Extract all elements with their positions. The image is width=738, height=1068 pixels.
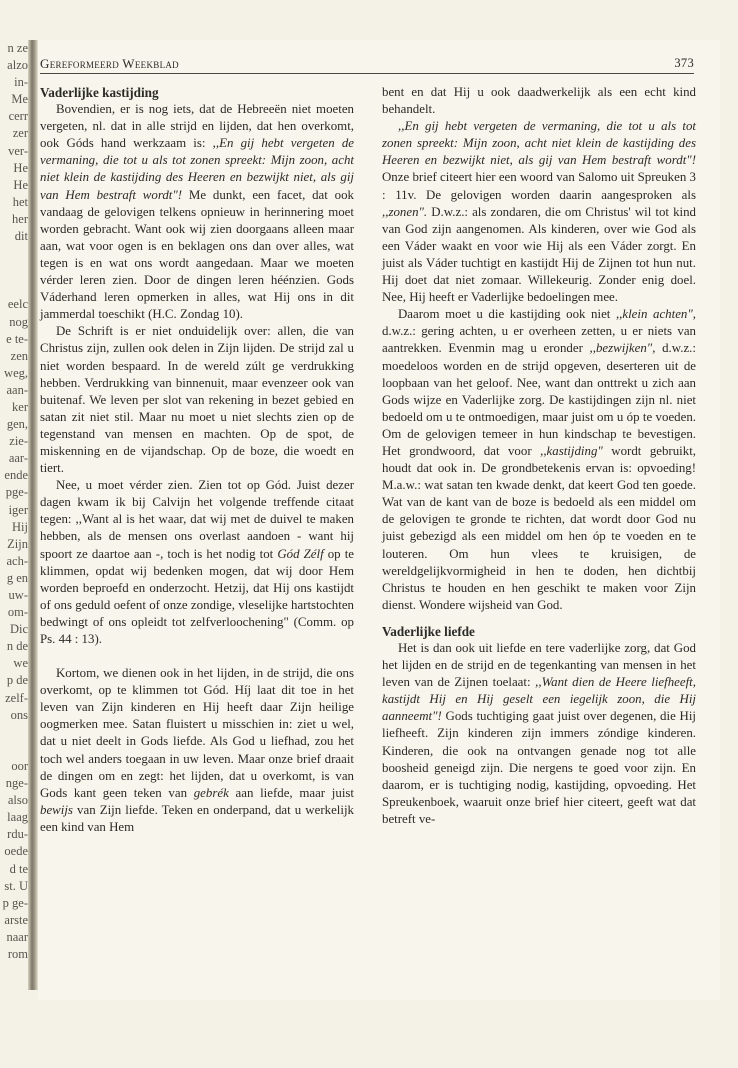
prev-page-fragment: nge- <box>5 776 28 791</box>
prev-page-fragment <box>0 245 30 262</box>
prev-page-fragment: zer <box>12 126 28 141</box>
prev-page-fragment: uw- <box>8 588 28 602</box>
prev-page-fragment: zie- <box>9 434 28 449</box>
paragraph: Daarom moet u die kastijding ook niet ,,klein achten", d.w.z.: gering achten, u er overheen zetten, u er niets van aantrekken. Evenmin mag u eronder ,,bezwijken", d.w.z.: moedeloos worden en de strijd opgeven, deserteren uit de loopbaan van het geloof. Nee, want dan onttrekt u zich aan Gods wijze en Vaderlijke zorg. De kastijdingen zijn nl. niet bedoeld om u te ontmoedigen, maar juist om u óp te voeden. Om de gelovigen temeer in hun kindschap te bevestigen. Het grondwoord, dat voor ,,kastijding" wordt gebruikt, houdt dat ook in. De grondbetekenis ervan is: opvoeding! M.a.w.: wat satan ten kwade denkt, dat keert God ten goede. Wat van de kant van de boze is bedoeld als een middel om de gelovigen te gronde te richten, dat wordt door God nu juist gebezigd als een middel om hen óp te voeden en te louteren. Om hun vlees te kruisigen, de wereldgelijkvormigheid in hen te doden, hen dichtbij Christus te houden en hen geschikt te maken voor Zijn dienst. Wondere wijsheid van God. <box>382 307 696 612</box>
prev-page-fragment: pge- <box>5 485 28 500</box>
prev-page-fragment: ach- <box>6 553 28 568</box>
prev-page-fragment: Hij <box>12 519 28 534</box>
prev-page-fragment: in- <box>14 75 28 90</box>
prev-page-fragment: arste <box>4 912 28 927</box>
prev-page-fragment: Dic <box>9 622 28 637</box>
prev-page-fragment: e te- <box>6 331 28 346</box>
right-column <box>382 84 696 828</box>
prev-page-fragment: cerr <box>8 109 28 124</box>
prev-page-fragment: ons <box>10 707 28 722</box>
prev-page-fragment: zelf- <box>5 690 28 705</box>
prev-page-fragment: p ge- <box>2 895 28 910</box>
prev-page-fragment: aar- <box>8 451 28 466</box>
prev-page-fragment: alzo <box>7 58 28 73</box>
prev-page-fragment <box>0 279 30 296</box>
prev-page-fragment: zen <box>10 348 28 363</box>
prev-page-fragment: n ze <box>7 41 28 55</box>
prev-page-fragment: rdu- <box>7 827 28 842</box>
running-header <box>40 55 694 74</box>
prev-page-fragment: Me <box>11 92 28 107</box>
prev-page-fragment: oor <box>11 758 28 773</box>
previous-page-margin <box>0 40 30 980</box>
prev-page-fragment: rom <box>7 946 28 961</box>
prev-page-fragment <box>0 741 30 758</box>
prev-page-fragment: iger <box>8 502 28 517</box>
prev-page-fragment: g en <box>6 570 28 585</box>
prev-page-fragment <box>0 724 30 741</box>
prev-page-fragment <box>0 262 30 279</box>
book-gutter <box>28 40 38 990</box>
prev-page-fragment: d te <box>9 861 28 876</box>
left-column <box>40 84 354 836</box>
prev-page-fragment: nog <box>9 314 28 329</box>
prev-page-fragment: dit <box>14 229 28 244</box>
prev-page-fragment: Zijn <box>7 536 28 551</box>
prev-page-fragment: also <box>7 793 28 808</box>
prev-page-fragment: we <box>13 656 28 671</box>
paragraph: bent en dat Hij u ook daadwerkelijk als een echt kind behandelt. <box>382 85 696 117</box>
prev-page-fragment: naar <box>6 929 28 944</box>
paragraph: Het is dan ook uit liefde en tere vaderlijke zorg, dat God het lijden en de strijd en de tegenkanting van mensen in het leven van de Zijnen toelaat: ,,Want dien de Heere liefheeft, kastijdt Hij en Hij geselt een iegelijk zoon, die Hij aanneemt"! Gods tuchtiging gaat juist over degenen, die Hij liefheeft. Zijn kinderen zijn immers zóndige kinderen. Kinderen, die ook na ontvangen genade nog tot alle boosheid geneigd zijn. Die nergens te goed voor zijn. En daarom, er is tuchtiging nodig, kastijding, opvoeding. Het Spreukenboek, waaruit onze brief hier citeert, geeft wat dat betreft ve- <box>382 641 696 826</box>
prev-page-fragment: laag <box>7 810 28 825</box>
prev-page-fragment: He <box>13 177 28 192</box>
paragraph: De Schrift is er niet onduidelijk over: allen, die van Christus zijn, zullen ook delen in Zijn lijden. De strijd zal u niet worden bespaard. In de wereld zúlt ge verdrukking hebben. Verdrukking van binnenuit, maar evenzeer ook van buitenaf. We leven per slot van rekening in bezet gebied en satan zit niet stil. Maar nu moet u niet slechts zien op de tegenstand van mensen en machten. Op de spot, de miskenning en de vijandschap. Op de boze, die woedt en tiert. <box>40 324 354 476</box>
paragraph: Nee, u moet vérder zien. Zien tot op Gód. Juist dezer dagen kwam ik bij Calvijn het volgende treffende citaat tegen: ,,Want al is het waar, dat wij met de duivel te maken hebben, als de mensen ons overlast aandoen - want hij spoort ze daartoe aan -, toch is het nodig tot Gód Zélf op te klimmen, opdat wij bedenken mogen, dat wij door Hem worden beproefd en onderzocht. Hetzij, dat Hij ons kastijdt of ons geduld oefent of onze zondige, vleselijke hartstochten bedwingt of ons opleidt tot zelfverloochening" (Comm. op Ps. 44 : 13). <box>40 478 355 646</box>
prev-page-fragment: het <box>12 194 28 209</box>
prev-page-fragment: oede <box>4 844 28 859</box>
paragraph: ,,En gij hebt vergeten de vermaning, die tot u als tot zonen spreekt: Mijn zoon, acht niet klein de kastijding des Heeren en bezwijkt niet, als gij van Hem bestraft wordt"! Onze brief citeert hier een woord van Salomo uit Spreuken 3 : 11v. De gelovigen worden daarin aangesproken als ,,zonen". D.w.z.: als zondaren, die om Christus' wil tot kind van God zijn aangenomen. Als kinderen, over wie God als een Váder waakt en voor wie Hij als een Váder zorgt. En juist als Váder tuchtigt en kastijdt Hij de Zijnen tot hun nut. Hij doet dat niet zomaar. Willekeurig. Zonder enig doel. Nee, Hij heeft er Vaderlijke bedoelingen mee. <box>382 119 696 305</box>
prev-page-fragment: om- <box>7 605 28 620</box>
prev-page-fragment: her <box>12 211 28 226</box>
prev-page-fragment: ker <box>12 399 28 414</box>
section-heading: Vaderlijke kastijding <box>40 85 159 100</box>
prev-page-fragment: p de <box>6 673 28 688</box>
prev-page-fragment: ende <box>4 468 28 483</box>
prev-page-fragment: weg, <box>4 365 28 380</box>
prev-page-fragment: gen, <box>6 417 28 432</box>
prev-page-fragment: aan- <box>6 382 28 397</box>
section-heading: Vaderlijke liefde <box>382 623 475 639</box>
prev-page-fragment: n de <box>6 639 28 654</box>
prev-page-fragment: st. U <box>4 878 28 893</box>
paragraph: Kortom, we dienen ook in het lijden, in de strijd, die ons overkomt, op te klimmen tot Gód. Híj laat dit toe in het leven van Zijn kinderen en Hij heeft daar Zijn heilige oogmerken mee. Satan fluistert u misschien in: ziet u wel, dat u niet deelt in Gods liefde. Als God u liefhad, zou het toch wel anders toegaan in uw leven. Maar onze brief draait de dingen om en zegt: het lijden, dat u overkomt, is van Gods kant geen teken van gebrék aan liefde, maar juist bewijs van Zijn liefde. Teken en onderpand, dat u werkelijk een kind van Hem <box>40 666 354 834</box>
publication-title: Gereformeerd Weekblad <box>40 56 179 71</box>
prev-page-fragment: eelc <box>7 297 28 312</box>
prev-page-fragment: He <box>13 160 28 175</box>
paragraph: Bovendien, er is nog iets, dat de Hebreeën niet moeten vergeten, nl. dat in alle strijd en lijden, dat hen overkomt, ook Góds hand werkzaam is: ,,En gij hebt vergeten de vermaning, die tot u als tot zonen spreekt: Mijn zoon, acht niet klein de kastijding des Heeren en bezwijkt niet, als gij van Hem bestraft wordt"! Me dunkt, een facet, dat ook vandaag de gelovigen telkens opnieuw in herinnering moet worden gebracht. Want ook wij zien doorgaans alleen maar aan, wat voor ogen is en beklagen ons dan over alles, wat tegen is en wat ons wordt aangedaan. Maar we moeten vérder leren zien. Door de dingen leren héénzien. Gods Váderhand leren opmerken in alles, wat Hij ons in dit jammerdal toeschikt (H.C. Zondag 10). <box>40 102 354 322</box>
prev-page-fragment: ver- <box>8 143 28 158</box>
page-number: 373 <box>674 56 694 70</box>
